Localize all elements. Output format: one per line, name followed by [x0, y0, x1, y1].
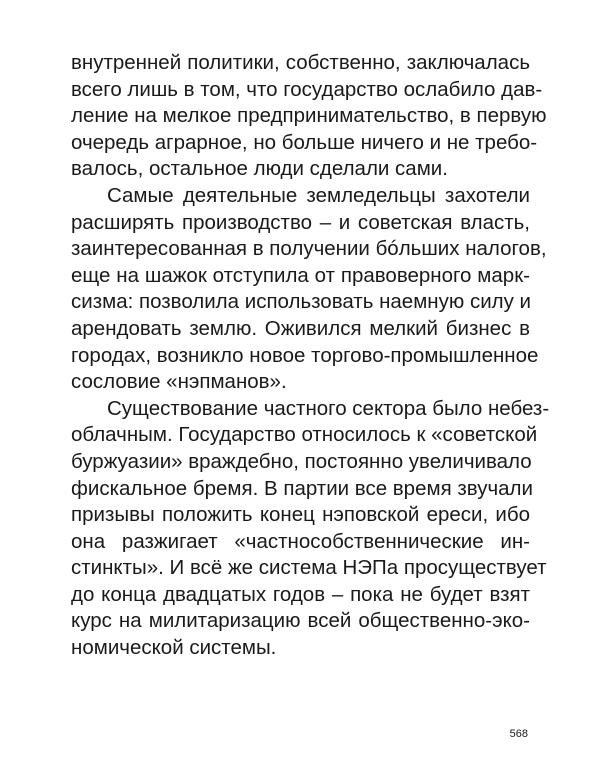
- text-line: сизма: позволила использовать наемную силу и: [71, 290, 531, 314]
- text-line: расширять производство – и советская власть,: [71, 210, 530, 234]
- text-line: фискальное бремя. В партии все время звучали: [71, 476, 533, 500]
- text-line: она разжигает «частнособственнические ин-: [71, 529, 530, 553]
- text-line: сословие «нэпманов».: [71, 370, 287, 394]
- text-line: городах, возникло новое торгово-промышленное: [71, 343, 539, 367]
- text-line: внутренней политики, собственно, заключалась: [71, 51, 530, 74]
- text-line: очередь аграрное, но больше ничего и не требо-: [71, 130, 538, 154]
- text-line: стинкты». И всё же система НЭПа просуществует: [71, 556, 547, 580]
- text-line: всего лишь в том, что государство ослабило дав-: [71, 77, 543, 101]
- text-line: до конца двадцатых годов – пока не будет взят: [71, 582, 530, 606]
- paragraph-1: [71, 50, 547, 183]
- paragraph-2: [71, 183, 547, 396]
- text-line: Существование частного сектора было небез-: [107, 396, 550, 420]
- text-line: арендовать землю. Оживился мелкий бизнес в: [71, 316, 530, 340]
- text-line: облачным. Государство относилось к «советской: [71, 423, 538, 447]
- text-line: еще на шажок отступила от правоверного марк-: [71, 263, 530, 287]
- text-line: курс на милитаризацию всей общественно-эко-: [71, 609, 530, 633]
- text-line: Самые деятельные земледельцы захотели: [107, 183, 530, 207]
- page-number: 568: [509, 728, 528, 740]
- text-line: номической системы.: [71, 636, 277, 660]
- text-line: ление на мелкое предпринимательство, в первую: [71, 104, 547, 128]
- text-line: призывы положить конец нэповской ереси, ибо: [71, 503, 530, 527]
- body-text: [71, 50, 550, 662]
- paragraph-3: [71, 396, 550, 662]
- text-line: заинтересованная в получении бóльших налогов,: [71, 237, 547, 261]
- text-line: валось, остальное люди сделали сами.: [71, 157, 448, 181]
- text-line: буржуазии» враждебно, постоянно увеличивало: [71, 449, 532, 473]
